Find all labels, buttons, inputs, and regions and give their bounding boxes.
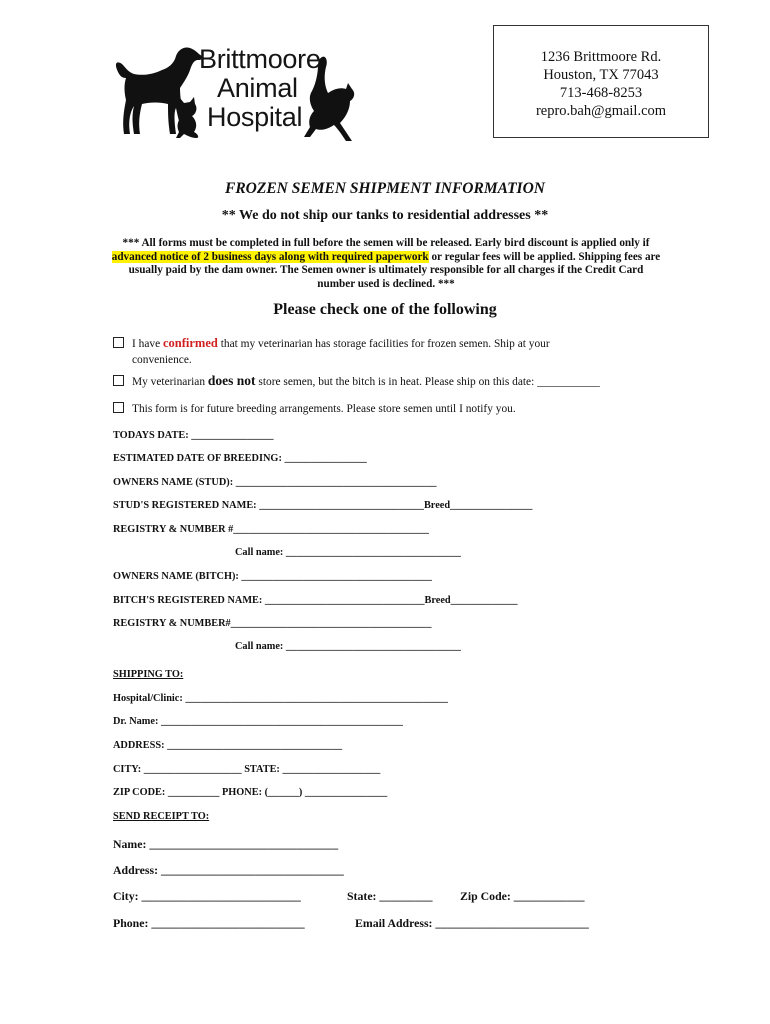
address-street: 1236 Brittmoore Rd.	[540, 49, 662, 65]
checkbox-not-stored[interactable]	[113, 375, 124, 386]
stud-registered-name-field[interactable]: STUD'S REGISTERED NAME: ________________________________Breed________________	[113, 500, 533, 511]
form-title: FROZEN SEMEN SHIPMENT INFORMATION	[225, 180, 545, 197]
receipt-address-field[interactable]: Address: _______________________________	[113, 863, 344, 877]
option-not-stored	[113, 373, 673, 390]
option-text: This form is for future breeding arrangements. Please store semen until I notify you.	[132, 403, 516, 415]
receipt-zip-field[interactable]: Zip Code: ____________	[460, 889, 585, 903]
registry-number-bitch-field[interactable]: REGISTRY & NUMBER#_______________________________________	[113, 618, 432, 629]
receipt-name-field[interactable]: Name: ________________________________	[113, 837, 339, 851]
address-email: repro.bah@gmail.com	[535, 103, 667, 119]
receipt-email-field[interactable]: Email Address: __________________________	[355, 916, 589, 930]
zip-phone-field[interactable]: ZIP CODE: __________ PHONE: (______) ________________	[113, 787, 388, 798]
notice-paragraph	[110, 237, 662, 291]
option-red-word: confirmed	[163, 336, 218, 350]
option-text: My veterinarian	[132, 376, 208, 388]
notice-text-1: *** All forms must be completed in full before the semen will be released. Early bird discount is applied only if	[122, 237, 650, 249]
address-box	[493, 25, 709, 138]
checkbox-confirmed[interactable]	[113, 337, 124, 348]
dr-name-field[interactable]: Dr. Name: _______________________________________________	[113, 716, 403, 727]
call-name-bitch-field[interactable]: Call name: __________________________________	[235, 641, 461, 652]
call-name-stud-field[interactable]: Call name: __________________________________	[235, 547, 461, 558]
send-receipt-heading: SEND RECEIPT TO:	[113, 811, 210, 822]
receipt-state-field[interactable]: State: _________	[347, 889, 433, 903]
estimated-breeding-date-field[interactable]: ESTIMATED DATE OF BREEDING: ________________	[113, 453, 367, 464]
logo-line-animal: Animal	[217, 73, 298, 103]
option-future	[113, 401, 673, 417]
owner-stud-field[interactable]: OWNERS NAME (STUD): _______________________________________	[113, 477, 437, 488]
city-state-field[interactable]: CITY: ___________________ STATE: ___________________	[113, 764, 381, 775]
please-check-heading: Please check one of the following	[273, 301, 497, 318]
option-text: that my veterinarian has storage facilities for frozen semen. Ship at your	[217, 338, 550, 350]
option-text: I have	[132, 338, 163, 350]
address-field[interactable]: ADDRESS: __________________________________	[113, 740, 343, 751]
option-bold-word: does not	[207, 373, 256, 388]
option-text: convenience.	[132, 354, 192, 366]
logo-text	[199, 45, 321, 132]
receipt-phone-field[interactable]: Phone: __________________________	[113, 916, 305, 930]
receipt-city-field[interactable]: City: ___________________________	[113, 889, 301, 903]
bitch-registered-name-field[interactable]: BITCH'S REGISTERED NAME: _______________________________Breed_____________	[113, 595, 518, 606]
todays-date-field[interactable]: TODAYS DATE: ________________	[113, 430, 274, 441]
option-confirmed	[113, 335, 673, 368]
address-phone: 713-468-8253	[559, 85, 643, 101]
registry-number-stud-field[interactable]: REGISTRY & NUMBER #______________________________________	[113, 524, 429, 535]
option-text: store semen, but the bitch is in heat. Please ship on this date: ___________	[255, 376, 600, 388]
notice-text-2: or regular fees will be applied. Shipping fees are usually paid by the dam owner. The Semen owner is ultimately responsible for all charges if the Credit Card number used is declined. ***	[128, 250, 661, 290]
owner-bitch-field[interactable]: OWNERS NAME (BITCH): _____________________________________	[113, 571, 432, 582]
form-subtitle: ** We do not ship our tanks to residential addresses **	[221, 208, 549, 223]
address-city: Houston, TX 77043	[543, 67, 659, 83]
logo-line-hospital: Hospital	[207, 102, 303, 132]
logo-line-brittmoore: Brittmoore	[199, 44, 321, 74]
hospital-clinic-field[interactable]: Hospital/Clinic: ___________________________________________________	[113, 693, 448, 704]
notice-highlight: advanced notice of 2 business days along with required paperwork	[111, 250, 429, 263]
checkbox-future[interactable]	[113, 402, 124, 413]
shipping-to-heading: SHIPPING TO:	[113, 669, 184, 680]
